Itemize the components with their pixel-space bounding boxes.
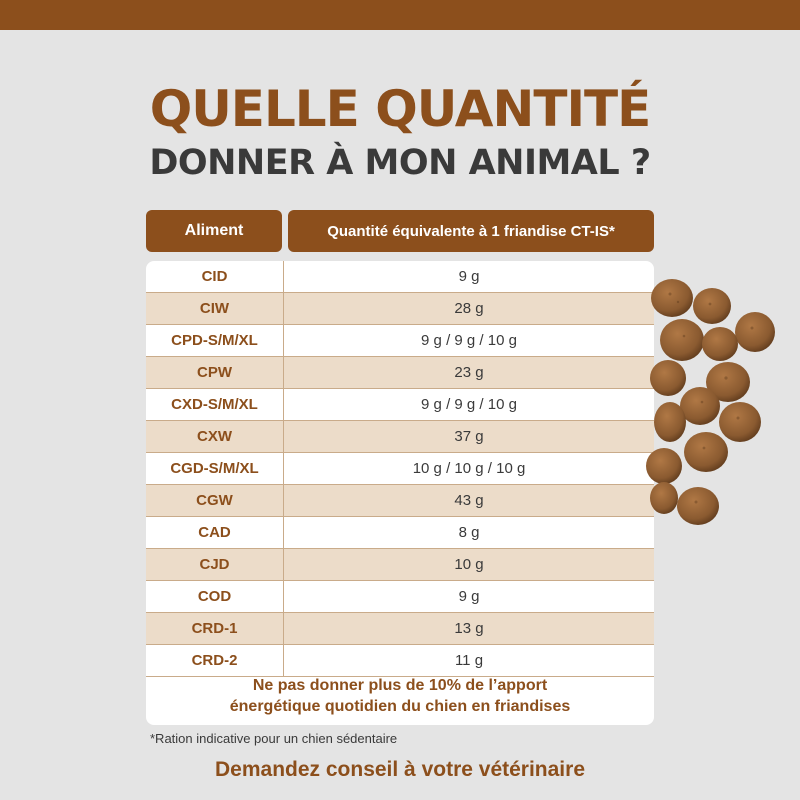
advice-text: Demandez conseil à votre vétérinaire: [215, 758, 585, 781]
aliment-cell: CRD-2: [146, 645, 284, 676]
quantite-cell: 13 g: [454, 620, 484, 637]
table-row: [146, 261, 654, 293]
quantite-cell: 9 g / 9 g / 10 g: [421, 396, 517, 413]
table-row: [146, 517, 654, 549]
quantite-cell: 23 g: [454, 364, 484, 381]
top-band: [0, 0, 800, 30]
table-row: [146, 293, 654, 325]
table-row: [146, 549, 654, 581]
quantity-table: [146, 261, 654, 725]
title-line-2: DONNER À MON ANIMAL ?: [149, 143, 651, 183]
table-row: [146, 581, 654, 613]
aliment-cell: CXD-S/M/XL: [146, 389, 284, 420]
note-line-2: énergétique quotidien du chien en friandises: [229, 698, 571, 715]
aliment-cell: CID: [146, 261, 284, 292]
quantite-cell: 10 g / 10 g / 10 g: [412, 460, 526, 477]
quantite-cell: 8 g: [458, 524, 480, 541]
quantite-cell: 10 g: [454, 556, 484, 573]
table-row: [146, 421, 654, 453]
footnote: *Ration indicative pour un chien sédentaire: [150, 731, 398, 746]
quantite-cell: 37 g: [454, 428, 484, 445]
table-row: [146, 453, 654, 485]
quantite-cell: 9 g / 9 g / 10 g: [421, 332, 517, 349]
table-row: [146, 357, 654, 389]
aliment-cell: CJD: [146, 549, 284, 580]
quantite-cell: 43 g: [454, 492, 484, 509]
quantite-cell: 28 g: [454, 300, 484, 317]
aliment-cell: CGD-S/M/XL: [146, 453, 284, 484]
aliment-cell: CPW: [146, 357, 284, 388]
title-line-1: QUELLE QUANTITÉ: [149, 80, 651, 138]
aliment-cell: CIW: [146, 293, 284, 324]
aliment-cell: COD: [146, 581, 284, 612]
kibbles-illustration: [640, 270, 800, 540]
table-row: [146, 485, 654, 517]
aliment-cell: CAD: [146, 517, 284, 548]
treat-limit-note: [146, 675, 654, 717]
quantite-cell: 11 g: [454, 652, 484, 669]
table-row: [146, 645, 654, 677]
note-line-1: Ne pas donner plus de 10% de l’apport: [252, 677, 548, 694]
header-aliment: Aliment: [146, 210, 282, 252]
quantite-cell: 9 g: [458, 268, 480, 285]
table-row: [146, 389, 654, 421]
quantite-cell: 9 g: [458, 588, 480, 605]
aliment-cell: CXW: [146, 421, 284, 452]
header-quantite: Quantité équivalente à 1 friandise CT-IS*: [288, 210, 654, 252]
aliment-cell: CPD-S/M/XL: [146, 325, 284, 356]
aliment-cell: CGW: [146, 485, 284, 516]
table-row: [146, 325, 654, 357]
aliment-cell: CRD-1: [146, 613, 284, 644]
table-row: [146, 613, 654, 645]
